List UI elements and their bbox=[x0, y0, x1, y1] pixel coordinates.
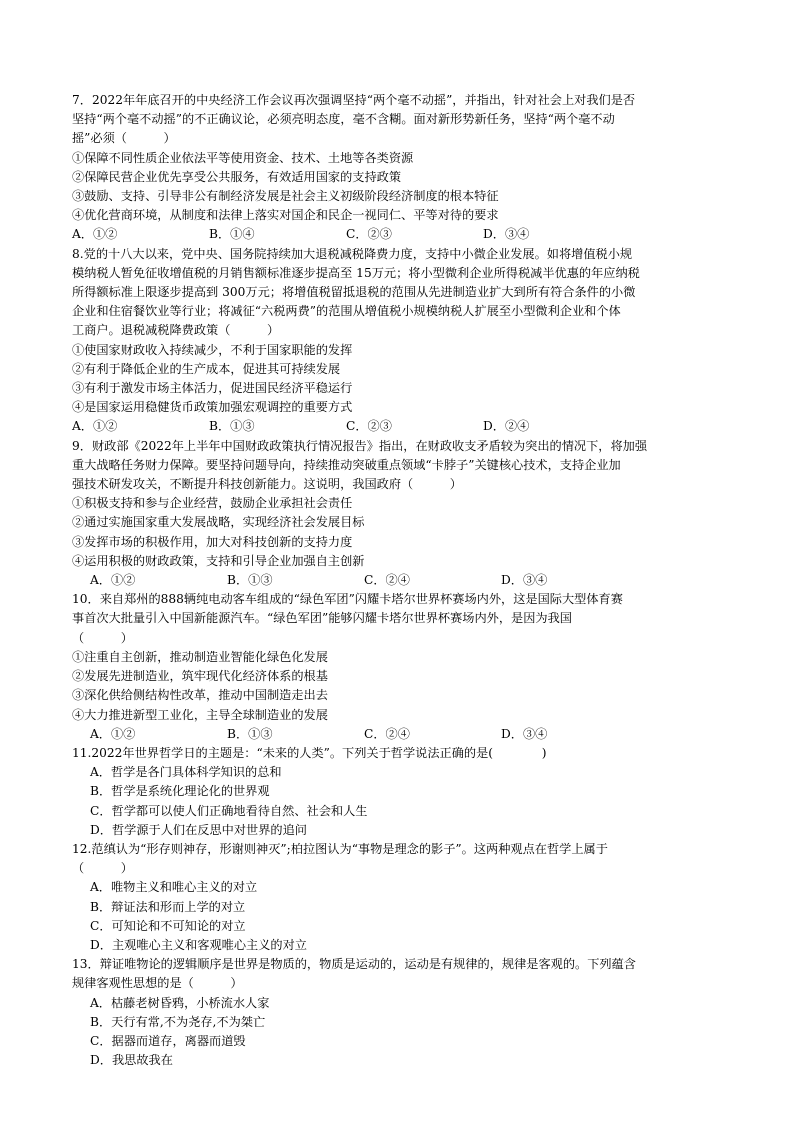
question-stem-line: 模纳税人暂免征收增值税的月销售额标准逐步提高至 15万元；将小型微利企业所得税减半优惠的年应纳税 bbox=[72, 265, 640, 280]
answer-options bbox=[72, 571, 722, 590]
question-stem-line: 事首次大批量引入中国新能源汽车。“绿色军团”能够闪耀卡塔尔世界杯赛场内外，是因为我国 bbox=[72, 611, 572, 626]
option-c: C．可知论和不可知论的对立 bbox=[90, 918, 246, 933]
question-stem-line: 企业和住宿餐饮业等行业；将减征“六税两费”的范围从增值税小规模纳税人扩展至小型微利企业和个体 bbox=[72, 304, 621, 319]
question-stem-line: 强技术研发攻关，不断提升科技创新能力。这说明，我国政府（ ） bbox=[72, 477, 462, 492]
statement-item: ④优化营商环境，从制度和法律上落实对国企和民企一视同仁、平等对待的要求 bbox=[72, 208, 499, 223]
answer-options bbox=[72, 417, 722, 436]
answer-options bbox=[72, 225, 722, 244]
statement-item: ④大力推进新型工业化，主导全球制造业的发展 bbox=[72, 707, 328, 722]
question-stem-line: 9．财政部《2022年上半年中国财政政策执行情况报告》指出，在财政收支矛盾较为突出的情况下，将加强 bbox=[72, 438, 648, 453]
option-d: D．③④ bbox=[501, 573, 548, 588]
question-7 bbox=[72, 91, 722, 245]
question-stem-line: （ ） bbox=[72, 861, 133, 876]
option-d: D．③④ bbox=[483, 227, 530, 242]
question-stem-line: 工商户。退税减税降费政策（ ） bbox=[72, 323, 280, 338]
option-c: C．②③ bbox=[346, 419, 392, 434]
option-a: A．①② bbox=[90, 573, 136, 588]
option-d: D．②④ bbox=[483, 419, 530, 434]
statement-item: ①保障不同性质企业依法平等使用资金、技术、土地等各类资源 bbox=[72, 150, 414, 165]
statement-item: ①注重自主创新，推动制造业智能化绿色化发展 bbox=[72, 649, 328, 664]
question-12 bbox=[72, 840, 722, 955]
option-d: D．③④ bbox=[501, 726, 548, 741]
statement-item: ④运用积极的财政政策，支持和引导企业加强自主创新 bbox=[72, 553, 365, 568]
exam-page bbox=[72, 91, 722, 1070]
option-b: B．①④ bbox=[209, 227, 255, 242]
option-b: B．辩证法和形而上学的对立 bbox=[90, 899, 246, 914]
question-11 bbox=[72, 744, 722, 840]
statement-item: ③发挥市场的积极作用，加大对科技创新的支持力度 bbox=[72, 534, 353, 549]
question-stem-line: 7．2022年年底召开的中央经济工作会议再次强调坚持“两个毫不动摇”，并指出，针对社会上对我们是否 bbox=[72, 93, 636, 107]
question-stem-line: 摇”必须（ ） bbox=[72, 131, 176, 146]
option-a: A．①② bbox=[90, 726, 136, 741]
option-c: C．②③ bbox=[346, 227, 392, 242]
option-d: D．主观唯心主义和客观唯心主义的对立 bbox=[90, 937, 307, 952]
question-stem-line: 规律客观性思想的是（ ） bbox=[72, 976, 243, 991]
question-stem-line: 8.党的十八大以来，党中央、国务院持续加大退税减税降费力度，支持中小微企业发展。如将增值税小规 bbox=[72, 246, 633, 261]
statement-item: ①积极支持和参与企业经营，鼓励企业承担社会责任 bbox=[72, 496, 353, 511]
option-a: A．哲学是各门具体科学知识的总和 bbox=[90, 765, 282, 780]
statement-item: ③鼓励、支持、引导非公有制经济发展是社会主义初级阶段经济制度的根本特征 bbox=[72, 189, 499, 204]
option-a: A．①② bbox=[72, 227, 118, 242]
option-c: C．据器而道存，离器而道毁 bbox=[90, 1033, 246, 1048]
statement-item: ③深化供给侧结构性改革，推动中国制造走出去 bbox=[72, 688, 328, 703]
statement-item: ②通过实施国家重大发展战略，实现经济社会发展目标 bbox=[72, 515, 365, 530]
statement-item: ②保障民营企业优先享受公共服务，有效适用国家的支持政策 bbox=[72, 169, 402, 184]
option-a: A．①② bbox=[72, 419, 118, 434]
option-c: C．②④ bbox=[364, 726, 410, 741]
question-stem-line: 重大战略任务财力保障。要坚持问题导向，持续推动突破重点领域“卡脖子”关键核心技术，支持企业加 bbox=[72, 457, 621, 472]
question-stem-line: 10．来自郑州的888辆纯电动客车组成的“绿色军团”闪耀卡塔尔世界杯赛场内外，这是国际大型体育赛 bbox=[72, 592, 623, 607]
option-c: C．②④ bbox=[364, 573, 410, 588]
option-b: B．①③ bbox=[209, 419, 255, 434]
option-b: B．①③ bbox=[227, 726, 273, 741]
question-13 bbox=[72, 955, 722, 1070]
question-stem-line: 13．辩证唯物论的逻辑顺序是世界是物质的，物质是运动的，运动是有规律的，规律是客观的。下列蕴含 bbox=[72, 957, 636, 972]
statement-item: ②发展先进制造业，筑牢现代化经济体系的根基 bbox=[72, 669, 328, 684]
question-stem-line: 11.2022年世界哲学日的主题是：“未来的人类”。下列关于哲学说法正确的是( ) bbox=[72, 745, 547, 760]
statement-item: ①使国家财政收入持续减少，不利于国家职能的发挥 bbox=[72, 342, 353, 357]
statement-item: ②有利于降低企业的生产成本，促进其可持续发展 bbox=[72, 361, 341, 376]
option-b: B．①③ bbox=[227, 573, 273, 588]
statement-item: ③有利于激发市场主体活力，促进国民经济平稳运行 bbox=[72, 381, 353, 396]
answer-options bbox=[72, 725, 722, 744]
statement-item: ④是国家运用稳健货币政策加强宏观调控的重要方式 bbox=[72, 400, 353, 415]
option-a: A．唯物主义和唯心主义的对立 bbox=[90, 880, 258, 895]
question-stem-line: 所得额标准上限逐步提高到 300万元；将增值税留抵退税的范围从先进制造业扩大到所有符合条件的小微 bbox=[72, 285, 636, 300]
question-stem-line: 坚持“两个毫不动摇”的不正确议论，必须亮明态度，毫不含糊。面对新形势新任务，坚持“两个毫不动 bbox=[72, 112, 615, 127]
question-10 bbox=[72, 590, 722, 744]
option-b: B．天行有常,不为尧存,不为桀亡 bbox=[90, 1014, 266, 1029]
option-d: D．我思故我在 bbox=[90, 1053, 173, 1068]
question-9 bbox=[72, 437, 722, 591]
option-b: B．哲学是系统化理论化的世界观 bbox=[90, 784, 270, 799]
option-a: A．枯藤老树昏鸦，小桥流水人家 bbox=[90, 995, 270, 1010]
option-c: C．哲学都可以使人们正确地看待自然、社会和人生 bbox=[90, 803, 368, 818]
question-stem-line: 12.范缜认为“形存则神存，形谢则神灭”;柏拉图认为“事物是理念的影子”。这两种观点在哲学上属于 bbox=[72, 841, 608, 856]
option-d: D．哲学源于人们在反思中对世界的追问 bbox=[90, 822, 307, 837]
question-8 bbox=[72, 245, 722, 437]
question-stem-line: （ ） bbox=[72, 630, 133, 645]
